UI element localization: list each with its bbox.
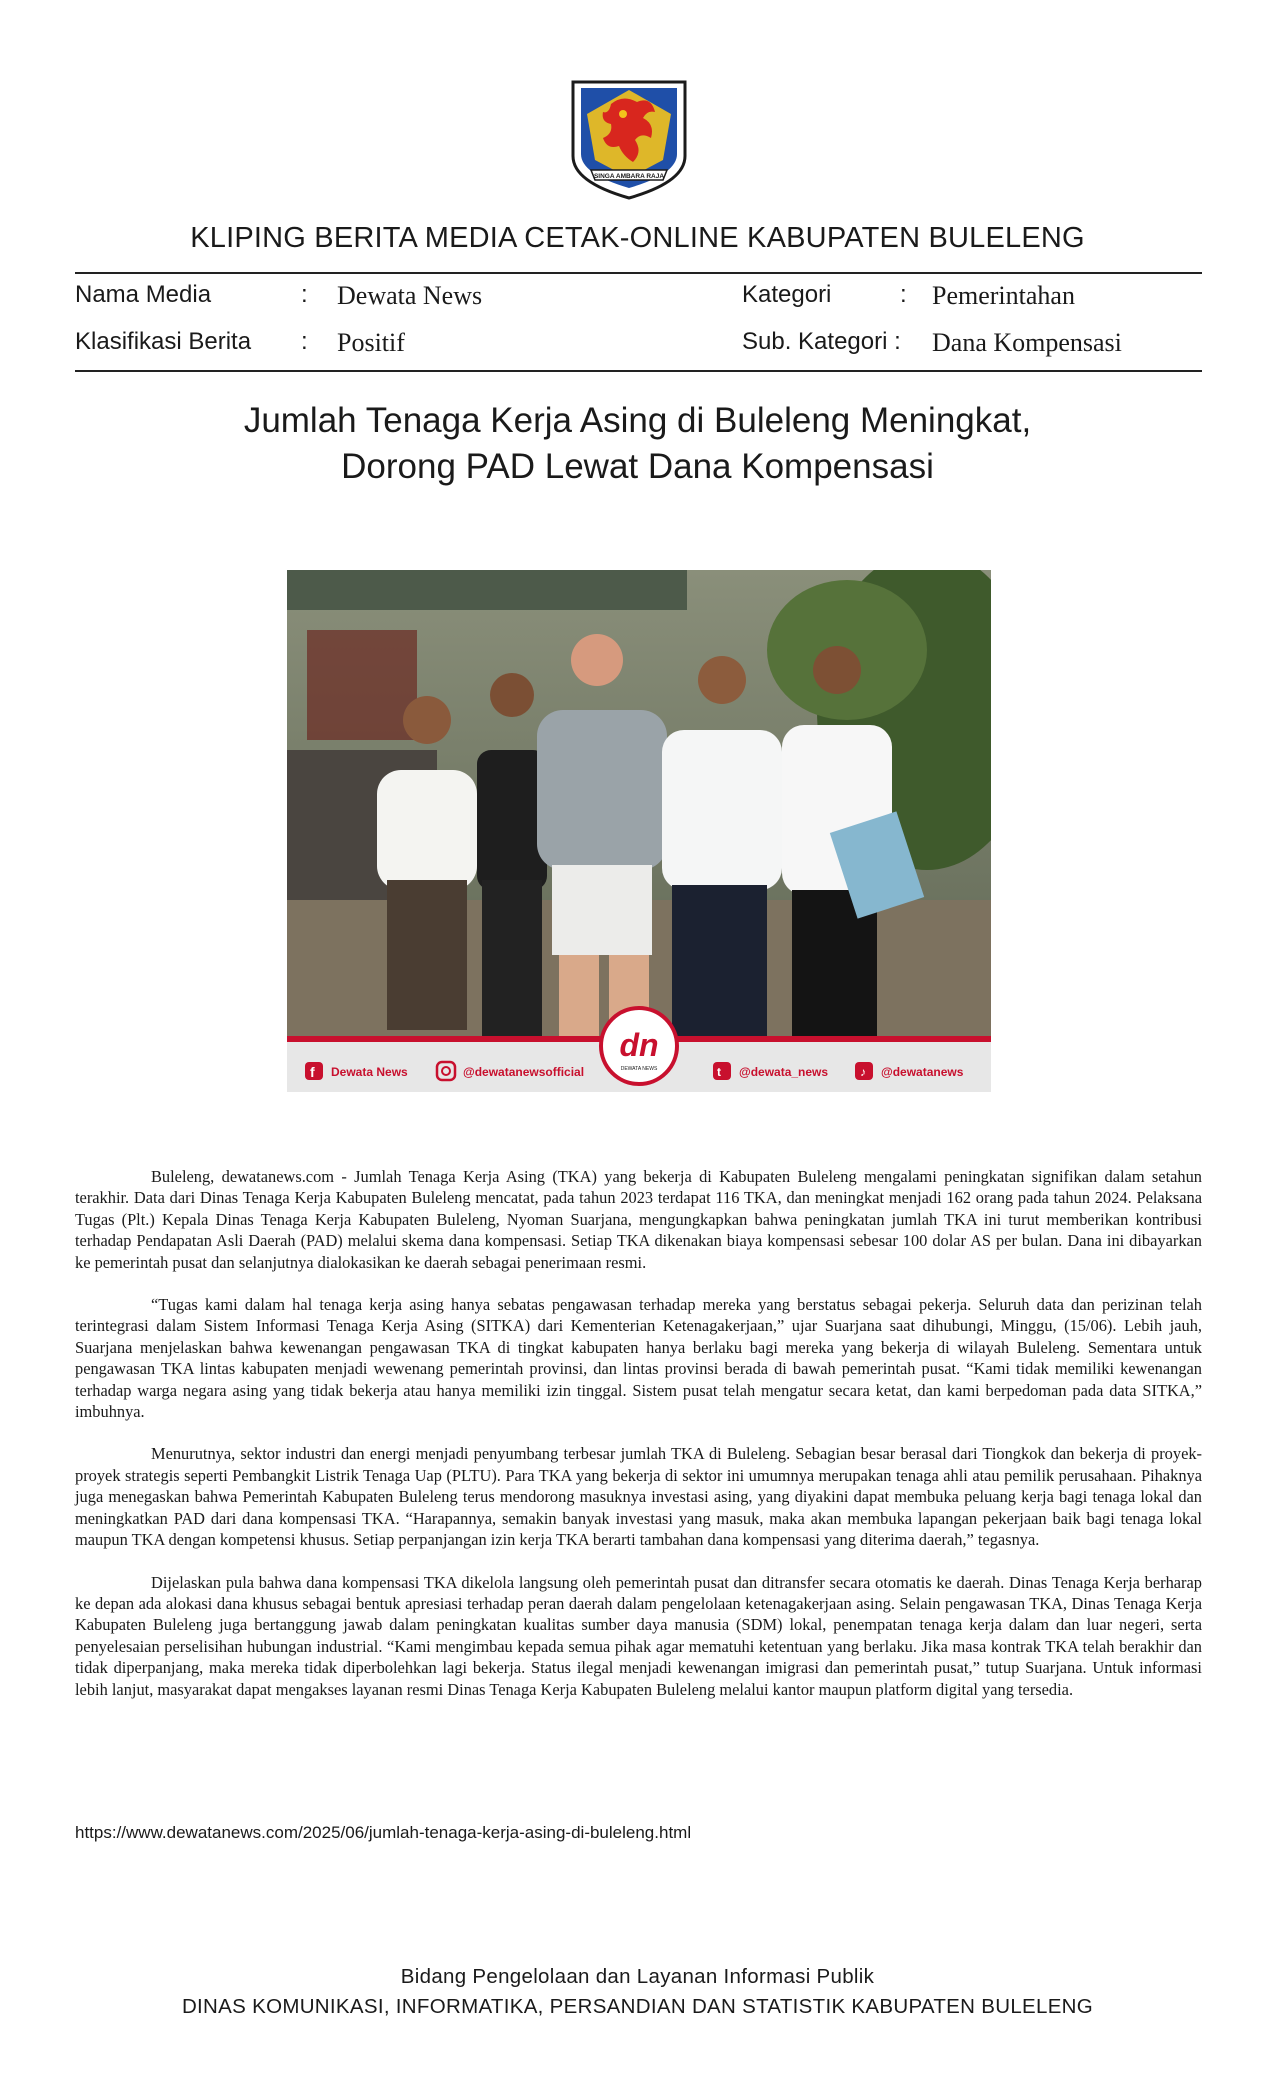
klasifikasi-berita-colon: : [301,328,308,355]
footer-line-1: Bidang Pengelolaan dan Layanan Informasi Publik [400,1965,875,1988]
tiktok-handle: @dewatanews [881,1065,964,1079]
nama-media-value: Dewata News [337,281,483,310]
source-url-link[interactable]: https://www.dewatanews.com/2025/06/jumlah-tenaga-kerja-asing-di-buleleng.html [75,1823,692,1842]
headline-line-2: Dorong PAD Lewat Dana Kompensasi [341,447,934,486]
nama-media-colon: : [301,281,308,308]
buleleng-emblem-logo [563,74,695,202]
klasifikasi-berita-value: Positif [337,328,405,357]
svg-text:t: t [717,1065,721,1079]
article-headline [0,398,1275,490]
article-paragraph-3: Menurutnya, sektor industri dan energi menjadi penyumbang terbesar jumlah TKA di Buleleng. Sebagian besar berasal dari Tiongkok dan bekerja di proyek-proyek strategis seperti Pembangkit Listrik Tenaga Uap (PLTU). Para TKA yang bekerja di sektor ini umumnya merupakan tenaga ahli atau pemilik perusahaan. Pihaknya juga menegaskan bahwa Pemerintah Kabupaten Buleleng terus mendorong masuknya investasi asing, yang diyakini dapat membuka peluang kerja bagi tenaga lokal dan meningkatkan PAD dari dana kompensasi TKA. “Harapannya, semakin banyak investasi yang masuk, maka akan membuka lapangan pekerjaan baik bagi tenaga lokal maupun TKA dengan kompetensi khusus. Setiap perpanjangan izin kerja TKA berarti tambahan dana kompensasi yang diterima daerah,” tegasnya. [75,1444,1202,1550]
facebook-link[interactable] [305,1062,408,1080]
sub-kategori-value: Dana Kompensasi [932,328,1122,357]
header-rule-top [75,272,1202,274]
tiktok-link[interactable] [855,1062,964,1080]
article-paragraph-4: Dijelaskan pula bahwa dana kompensasi TKA dikelola langsung oleh pemerintah pusat dan ditransfer secara otomatis ke daerah. Dinas Tenaga Kerja berharap ke depan ada alokasi dana khusus sebagai bentuk apresiasi terhadap peran daerah dalam pengelolaan ketenagakerjaan asing. Selain pengawasan TKA, Dinas Tenaga Kerja Kabupaten Buleleng juga bertanggung jawab dalam peningkatan kualitas sumber daya manusia (SDM) lokal, penempatan tenaga kerja dalam dan luar negeri, serta penyelesaian perselisihan hubungan industrial. “Kami mengimbau kepada semua pihak agar mematuhi ketentuan yang berlaku. Jika masa kontrak TKA telah berakhir dan tidak diperpanjang, maka mereka tidak diperbolehkan lagi bekerja. Status ilegal menjadi kewenangan imigrasi dan pemerintah pusat,” tutup Suarjana. Untuk informasi lebih lanjut, masyarakat dapat mengakses layanan resmi Dinas Tenaga Kerja Kabupaten Buleleng melalui kantor maupun platform digital yang tersedia. [75,1572,1202,1699]
headline-line-1: Jumlah Tenaga Kerja Asing di Buleleng Meningkat, [243,401,1032,440]
sub-kategori-label: Sub. Kategori : [742,328,901,355]
article-paragraph-2: “Tugas kami dalam hal tenaga kerja asing hanya sebatas pengawasan terhadap mereka yang berstatus sebagai pekerja. Seluruh data dan perizinan telah terintegrasi dalam Sistem Informasi Tenaga Kerja Asing (SITKA) dari Kementerian Ketenagakerjaan,” ujar Suarjana saat dihubungi, Minggu, (15/06). Lebih jauh, Suarjana menjelaskan bahwa kewenangan pengawasan TKA di tingkat kabupaten hanya berlaku bagi mereka yang bekerja di wilayah Buleleng. Sementara untuk pengawasan TKA lintas kabupaten menjadi wewenang pemerintah provinsi, dan lintas provinsi berada di bawah pemerintah pusat. “Kami tidak memiliki kewenangan terhadap warga negara asing yang tidak bekerja atau hanya memiliki izin tinggal. Sistem pusat telah mengatur secara ketat, dan kami berpedoman pada data SITKA,” imbuhnya. [75,1295,1202,1422]
dewata-news-logo-subtext: DEWATA NEWS [620,1066,658,1072]
article-body [75,1166,1202,1721]
dewata-news-logo-text: dn [619,1027,659,1063]
article-photo [287,570,991,1092]
twitter-link[interactable] [713,1062,828,1080]
svg-text:f: f [310,1064,315,1080]
article-paragraph-1: Buleleng, dewatanews.com - Jumlah Tenaga Kerja Asing (TKA) yang bekerja di Kabupaten Buleleng mengalami peningkatan signifikan dalam setahun terakhir. Data dari Dinas Tenaga Kerja Kabupaten Buleleng mencatat, pada tahun 2023 terdapat 116 TKA, dan meningkat menjadi 162 orang pada tahun 2024. Pelaksana Tugas (Plt.) Kepala Dinas Tenaga Kerja Kabupaten Buleleng, Nyoman Suarjana, mengungkapkan bahwa peningkatan jumlah TKA ini turut memberikan kontribusi terhadap Pendapatan Asli Daerah (PAD) melalui skema dana kompensasi. Setiap TKA dikenakan biaya kompensasi sebesar 100 dolar AS per bulan. Dana ini dibayarkan ke pemerintah pusat dan selanjutnya dialokasikan ke daerah sebagai penerimaan resmi. [75,1167,1202,1272]
svg-text:♪: ♪ [860,1065,866,1079]
footer-line-2: DINAS KOMUNIKASI, INFORMATIKA, PERSANDIAN DAN STATISTIK KABUPATEN BULELENG [181,1995,1094,2018]
emblem-motto: SINGA AMBARA RAJA [593,173,665,180]
footer [0,1962,1275,2022]
twitter-icon [713,1062,731,1080]
nama-media-label: Nama Media [75,281,212,308]
kategori-colon: : [900,281,907,308]
kategori-label: Kategori [742,281,832,308]
clipping-header-title: KLIPING BERITA MEDIA CETAK-ONLINE KABUPATEN BULELENG [190,222,1085,254]
facebook-handle: Dewata News [331,1065,408,1079]
klasifikasi-berita-label: Klasifikasi Berita [75,328,252,355]
twitter-handle: @dewata_news [739,1065,829,1079]
kategori-value: Pemerintahan [932,281,1075,310]
header-rule-bottom [75,370,1202,372]
instagram-handle: @dewatanewsofficial [463,1065,585,1079]
